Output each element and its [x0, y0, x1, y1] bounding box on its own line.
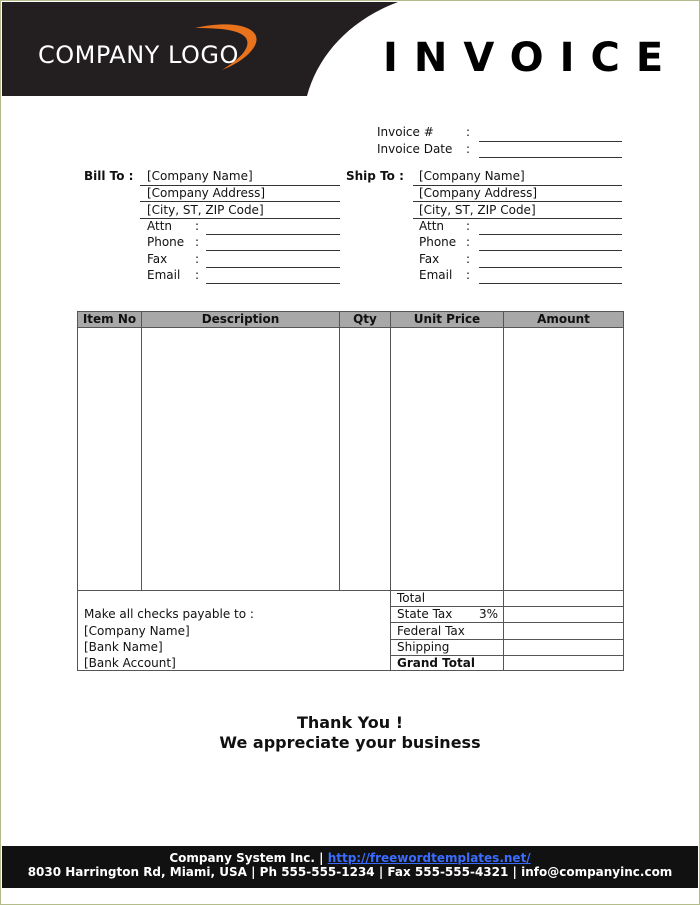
qty-cell[interactable]	[340, 328, 390, 589]
col-header-item-no: Item No	[77, 311, 142, 328]
payment-instructions: Make all checks payable to :	[84, 607, 254, 621]
invoice-date-label: Invoice Date	[377, 142, 453, 156]
appreciation-text: We appreciate your business	[219, 733, 481, 752]
amount-cell[interactable]	[504, 328, 623, 589]
bill-to-fax-field[interactable]	[206, 267, 340, 268]
ship-to-line-3	[413, 218, 622, 219]
bill-to-phone-label: Phone	[147, 235, 185, 249]
thank-you-heading: Thank You !	[296, 713, 404, 732]
federal-tax-value-cell[interactable]	[504, 623, 623, 639]
ship-to-line-2	[413, 201, 622, 202]
total-value-cell[interactable]	[504, 591, 623, 606]
footer-address-line: 8030 Harrington Rd, Miami, USA | Ph 555-555-1234 | Fax 555-555-4321 | info@companyinc.com	[27, 865, 673, 879]
ship-to-email-label: Email	[419, 268, 453, 282]
bill-to-phone-field[interactable]	[206, 250, 340, 251]
ship-to-phone-field[interactable]	[479, 250, 622, 251]
bill-to-attn-colon: :	[195, 219, 200, 233]
ship-to-email-field[interactable]	[479, 283, 622, 284]
total-label: Total	[397, 591, 426, 605]
ship-to-city: [City, ST, ZIP Code]	[419, 203, 536, 217]
invoice-title: INVOICE	[383, 35, 680, 81]
shipping-label: Shipping	[397, 640, 450, 654]
bill-to-label: Bill To :	[84, 169, 134, 183]
ship-to-attn-field[interactable]	[479, 234, 622, 235]
bill-to-line-2	[140, 201, 340, 202]
ship-to-fax-colon: :	[466, 252, 471, 266]
bill-to-fax-colon: :	[195, 252, 200, 266]
ship-to-phone-colon: :	[466, 235, 471, 249]
ship-to-fax-field[interactable]	[479, 267, 622, 268]
bill-to-fax-label: Fax	[147, 252, 168, 266]
bill-to-email-colon: :	[195, 268, 200, 282]
ship-to-company-name: [Company Name]	[419, 169, 525, 183]
ship-to-attn-colon: :	[466, 219, 471, 233]
bill-to-attn-field[interactable]	[206, 234, 340, 235]
state-tax-value-cell[interactable]	[504, 607, 623, 622]
grand-total-label: Grand Total	[397, 656, 475, 670]
ship-to-label: Ship To :	[346, 169, 404, 183]
footer-website-link[interactable]: http://freewordtemplates.net/	[327, 851, 531, 865]
invoice-date-field[interactable]	[479, 157, 622, 158]
ship-to-company-address: [Company Address]	[419, 186, 538, 200]
ship-to-attn-label: Attn	[419, 219, 445, 233]
invoice-date-colon: :	[466, 142, 471, 156]
payment-bank-account: [Bank Account]	[84, 656, 176, 670]
invoice-number-label: Invoice #	[377, 125, 434, 139]
item-no-cell[interactable]	[78, 328, 141, 589]
invoice-number-field[interactable]	[479, 141, 622, 142]
description-cell[interactable]	[142, 328, 339, 589]
col-header-unit-price: Unit Price	[390, 311, 504, 328]
grand-total-value-cell[interactable]	[504, 656, 623, 671]
unit-price-cell[interactable]	[391, 328, 503, 589]
bill-to-attn-label: Attn	[147, 219, 173, 233]
ship-to-email-colon: :	[466, 268, 471, 282]
state-tax-rate: 3%	[479, 607, 499, 621]
bill-to-city: [City, ST, ZIP Code]	[147, 203, 264, 217]
invoice-number-colon: :	[466, 125, 471, 139]
footer-line-1	[0, 851, 700, 865]
shipping-value-cell[interactable]	[504, 640, 623, 655]
bill-to-email-field[interactable]	[206, 283, 340, 284]
col-header-qty: Qty	[339, 311, 391, 328]
federal-tax-label: Federal Tax	[397, 624, 465, 638]
bill-to-company-address: [Company Address]	[147, 186, 266, 200]
state-tax-label: State Tax	[397, 607, 453, 621]
ship-to-phone-label: Phone	[419, 235, 457, 249]
bill-to-company-name: [Company Name]	[147, 169, 253, 183]
ship-to-fax-label: Fax	[419, 252, 440, 266]
bill-to-phone-colon: :	[195, 235, 200, 249]
payment-bank-name: [Bank Name]	[84, 640, 163, 654]
col-header-amount: Amount	[503, 311, 624, 328]
footer-company: Company System Inc. |	[169, 851, 324, 865]
col-header-description: Description	[141, 311, 340, 328]
company-logo: COMPANY LOGO	[38, 41, 239, 69]
bill-to-email-label: Email	[147, 268, 181, 282]
payment-company-name: [Company Name]	[84, 624, 190, 638]
